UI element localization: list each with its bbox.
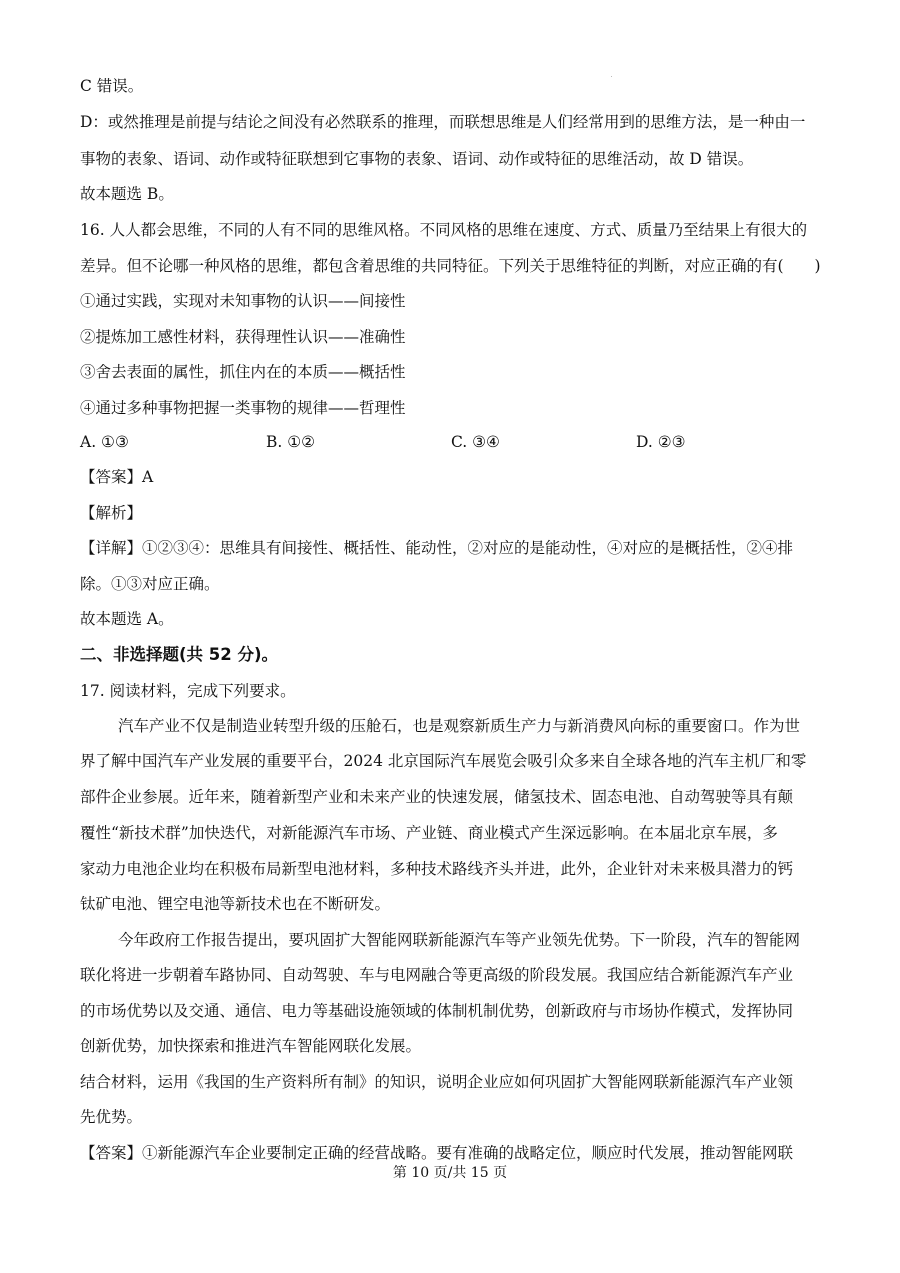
question-17-stem: 17. 阅读材料，完成下列要求。	[80, 682, 296, 700]
detail-text: 【详解】①②③④：思维具有间接性、概括性、能动性，②对应的是能动性，④对应的是概括性，②④排	[80, 539, 794, 557]
detail-text: 除。①③对应正确。	[80, 575, 220, 593]
text-line: 事物的表象、语词、动作或特征联想到它事物的表象、语词、动作或特征的思维活动，故 D 错误。	[80, 150, 754, 168]
question-16-stem: 差异。但不论哪一种风格的思维，都包含着思维的共同特征。下列关于思维特征的判断，对应正确的有( )	[80, 257, 821, 275]
task-text: 先优势。	[80, 1108, 143, 1126]
option-c: C. ③④	[451, 433, 500, 451]
material-paragraph-line: 覆性“新技术群”加快迭代，对新能源汽车市场、产业链、商业模式产生深远影响。在本届北京车展，多	[80, 824, 778, 842]
material-paragraph-line: 今年政府工作报告提出，要巩固扩大智能网联新能源汽车等产业领先优势。下一阶段，汽车的智能网	[118, 931, 801, 949]
material-paragraph-line: 汽车产业不仅是制造业转型升级的压舱石，也是观察新质生产力与新消费风向标的重要窗口。作为世	[118, 717, 801, 735]
question-16-stem: 16. 人人都会思维，不同的人有不同的思维风格。不同风格的思维在速度、方式、质量乃至结果上有很大的	[80, 221, 808, 239]
text-line: 故本题选 B。	[80, 185, 174, 203]
answer-label: 【答案】A	[80, 468, 154, 486]
conclusion-text: 故本题选 A。	[80, 610, 174, 628]
material-paragraph-line: 部件企业参展。近年来，随着新型产业和未来产业的快速发展，储氢技术、固态电池、自动驾驶等具有颠	[80, 788, 794, 806]
material-paragraph-line: 界了解中国汽车产业发展的重要平台，2024 北京国际汽车展览会吸引众多来自全球各地的汽车主机厂和零	[80, 752, 807, 770]
question-16-item: ②提炼加工感性材料，获得理性认识——准确性	[80, 328, 406, 346]
material-paragraph-line: 的市场优势以及交通、通信、电力等基础设施领域的体制机制优势，创新政府与市场协作模式，发挥协同	[80, 1002, 794, 1020]
question-16-item: ①通过实践，实现对未知事物的认识——间接性	[80, 292, 406, 310]
material-paragraph-line: 创新优势，加快探索和推进汽车智能网联化发展。	[80, 1037, 422, 1055]
material-paragraph-line: 钛矿电池、锂空电池等新技术也在不断研发。	[80, 895, 391, 913]
question-16-item: ④通过多种事物把握一类事物的规律——哲理性	[80, 399, 406, 417]
analysis-label: 【解析】	[80, 504, 143, 522]
answer-17-text: 【答案】①新能源汽车企业要制定正确的经营战略。要有准确的战略定位，顺应时代发展，推动智能网联	[80, 1144, 794, 1162]
option-b: B. ①②	[266, 433, 316, 451]
option-a: A. ①③	[80, 433, 129, 451]
page-footer: 第 10 页/共 15 页	[392, 1165, 508, 1181]
text-line: C 错误。	[80, 77, 144, 95]
material-paragraph-line: 家动力电池企业均在积极布局新型电池材料，多种技术路线齐头并进，此外，企业针对未来极具潜力的钙	[80, 860, 794, 878]
section-heading: 二、非选择题(共 52 分)。	[80, 645, 279, 664]
scan-speck	[611, 76, 612, 77]
text-line: D：或然推理是前提与结论之间没有必然联系的推理，而联想思维是人们经常用到的思维方法，是一种由一	[80, 113, 806, 131]
question-16-item: ③舍去表面的属性，抓住内在的本质——概括性	[80, 363, 406, 381]
task-text: 结合材料，运用《我国的生产资料所有制》的知识，说明企业应如何巩固扩大智能网联新能源汽车产业领	[80, 1073, 794, 1091]
material-paragraph-line: 联化将进一步朝着车路协同、自动驾驶、车与电网融合等更高级的阶段发展。我国应结合新能源汽车产业	[80, 966, 794, 984]
option-d: D. ②③	[636, 433, 686, 451]
